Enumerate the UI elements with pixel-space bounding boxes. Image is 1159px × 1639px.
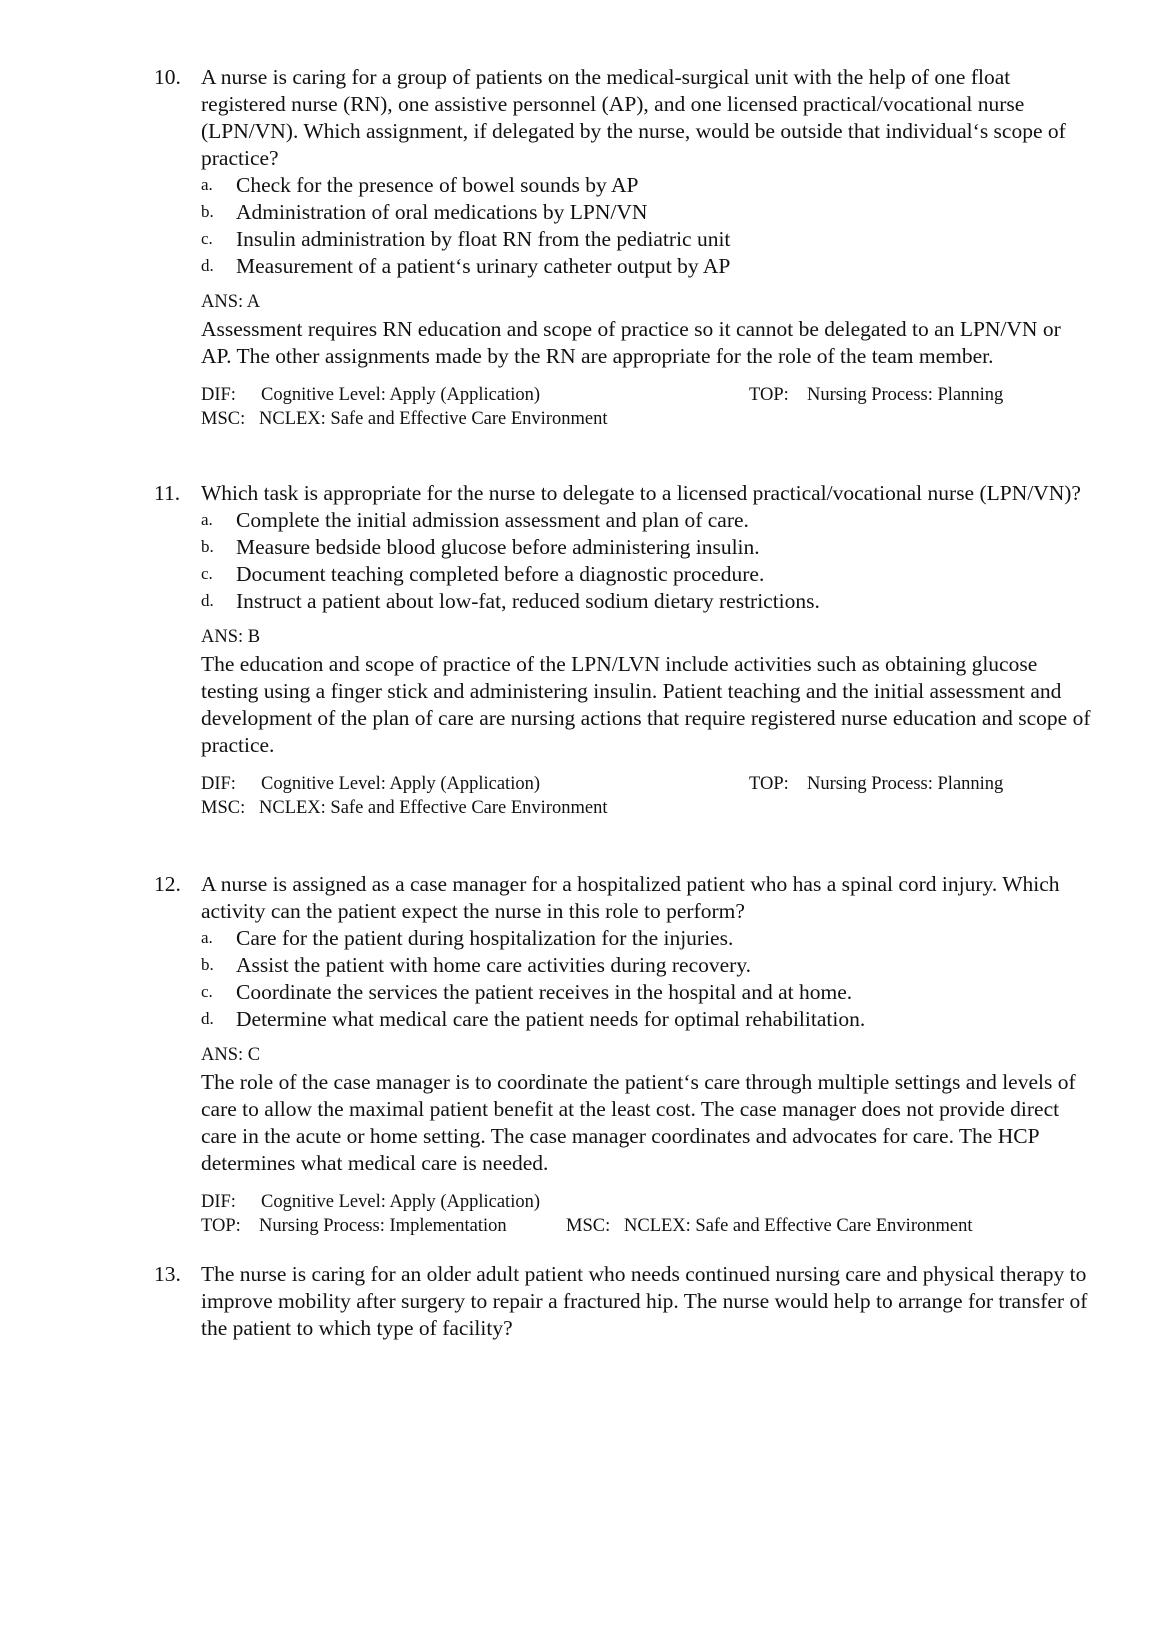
- option-letter: c.: [201, 229, 213, 248]
- top-label: TOP:: [749, 774, 789, 794]
- option-letter: b.: [201, 537, 214, 556]
- option-text: Check for the presence of bowel sounds by AP: [236, 173, 639, 197]
- msc-value: NCLEX: Safe and Effective Care Environment: [259, 409, 608, 429]
- question-text: Which task is appropriate for the nurse to delegate to a licensed practical/vocational nurse (LPN/VN)?: [201, 481, 1081, 505]
- options-list: [154, 925, 1094, 1033]
- option-text: Coordinate the services the patient receives in the hospital and at home.: [236, 980, 853, 1004]
- question-11: [154, 480, 1094, 820]
- option-text: Instruct a patient about low-fat, reduced sodium dietary restrictions.: [236, 589, 820, 613]
- answer-block: [154, 289, 1094, 370]
- question-metadata: [154, 383, 1094, 431]
- msc-value: NCLEX: Safe and Effective Care Environment: [624, 1216, 973, 1236]
- option-c: [201, 561, 1094, 588]
- question-number: 10.: [154, 65, 181, 89]
- answer-block: [154, 1042, 1094, 1177]
- options-list: [154, 507, 1094, 615]
- msc-label: MSC:: [201, 798, 246, 818]
- option-text: Determine what medical care the patient needs for optimal rehabilitation.: [236, 1007, 866, 1031]
- top-label: TOP:: [749, 385, 789, 405]
- option-b: [201, 952, 1094, 979]
- option-letter: c.: [201, 982, 213, 1001]
- dif-label: DIF:: [201, 385, 236, 405]
- metadata-row-2: [201, 407, 1094, 431]
- question-number: 11.: [154, 481, 181, 505]
- dif-value: Cognitive Level: Apply (Application): [261, 774, 540, 794]
- option-text: Measurement of a patient‘s urinary catheter output by AP: [236, 254, 731, 278]
- option-c: [201, 226, 1094, 253]
- top-value: Nursing Process: Planning: [807, 385, 1004, 405]
- answer-key: ANS: B: [201, 627, 261, 647]
- question-number: 12.: [154, 872, 181, 896]
- top-value: Nursing Process: Planning: [807, 774, 1004, 794]
- option-d: [201, 1006, 1094, 1033]
- option-text: Assist the patient with home care activities during recovery.: [236, 953, 752, 977]
- option-letter: b.: [201, 955, 214, 974]
- option-text: Insulin administration by float RN from the pediatric unit: [236, 227, 731, 251]
- msc-label: MSC:: [201, 409, 246, 429]
- answer-rationale: The education and scope of practice of the LPN/LVN include activities such as obtaining glucose testing using a finger stick and administering insulin. Patient teaching and the initial assessment and development of the plan of care are nursing actions that require registered nurse education and scope of practice.: [201, 652, 1091, 757]
- option-text: Administration of oral medications by LPN/VN: [236, 200, 648, 224]
- option-text: Measure bedside blood glucose before administering insulin.: [236, 535, 760, 559]
- question-stem: [154, 480, 1094, 507]
- answer-key: ANS: C: [201, 1045, 261, 1065]
- topic-field: [749, 383, 1003, 407]
- top-label: TOP:: [201, 1216, 241, 1236]
- question-12: [154, 871, 1094, 1238]
- options-list: [154, 172, 1094, 280]
- question-stem: [154, 1261, 1094, 1342]
- option-text: Complete the initial admission assessment and plan of care.: [236, 508, 749, 532]
- msc-label: MSC:: [566, 1216, 611, 1236]
- option-letter: a.: [201, 510, 213, 529]
- option-a: [201, 507, 1094, 534]
- option-letter: a.: [201, 928, 213, 947]
- option-letter: d.: [201, 1009, 214, 1028]
- option-d: [201, 253, 1094, 280]
- option-b: [201, 534, 1094, 561]
- metadata-row-1: [201, 383, 1094, 407]
- answer-rationale: The role of the case manager is to coordinate the patient‘s care through multiple settings and levels of care to allow the maximal patient benefit at the least cost. The case manager does not provide direct care in the acute or home setting. The case manager coordinates and advocates for care. The HCP determines what medical care is needed.: [201, 1070, 1076, 1175]
- question-metadata: [154, 772, 1094, 820]
- msc-field: [566, 1214, 972, 1238]
- option-c: [201, 979, 1094, 1006]
- option-letter: a.: [201, 175, 213, 194]
- answer-block: [154, 624, 1094, 759]
- metadata-row-2: [201, 796, 1094, 820]
- answer-rationale: Assessment requires RN education and scope of practice so it cannot be delegated to an LPN/VN or AP. The other assignments made by the RN are appropriate for the role of the team member.: [201, 317, 1061, 368]
- question-13: [154, 1261, 1094, 1342]
- option-d: [201, 588, 1094, 615]
- metadata-row-1: [201, 1190, 1094, 1214]
- dif-label: DIF:: [201, 774, 236, 794]
- option-b: [201, 199, 1094, 226]
- metadata-row-2: [201, 1214, 1094, 1238]
- answer-key: ANS: A: [201, 292, 261, 312]
- question-text: The nurse is caring for an older adult patient who needs continued nursing care and physical therapy to improve mobility after surgery to repair a fractured hip. The nurse would help to arrange for transfer of the patient to which type of facility?: [201, 1262, 1088, 1340]
- question-stem: [154, 64, 1094, 172]
- question-text: A nurse is assigned as a case manager for a hospitalized patient who has a spinal cord injury. Which activity can the patient expect the nurse in this role to perform?: [201, 872, 1060, 923]
- topic-field: [749, 772, 1003, 796]
- question-text: A nurse is caring for a group of patients on the medical-surgical unit with the help of one float registered nurse (RN), one assistive personnel (AP), and one licensed practical/vocational nurse (LPN/VN). Which assignment, if delegated by the nurse, would be outside that individual‘s scope of practice?: [201, 65, 1066, 170]
- option-text: Document teaching completed before a diagnostic procedure.: [236, 562, 765, 586]
- option-letter: d.: [201, 591, 214, 610]
- option-letter: b.: [201, 202, 214, 221]
- dif-value: Cognitive Level: Apply (Application): [261, 1192, 540, 1212]
- top-value: Nursing Process: Implementation: [259, 1216, 507, 1236]
- question-10: [154, 64, 1094, 431]
- msc-value: NCLEX: Safe and Effective Care Environment: [259, 798, 608, 818]
- option-a: [201, 172, 1094, 199]
- option-text: Care for the patient during hospitalization for the injuries.: [236, 926, 734, 950]
- dif-label: DIF:: [201, 1192, 236, 1212]
- option-a: [201, 925, 1094, 952]
- metadata-row-1: [201, 772, 1094, 796]
- dif-value: Cognitive Level: Apply (Application): [261, 385, 540, 405]
- question-metadata: [154, 1190, 1094, 1238]
- question-stem: [154, 871, 1094, 925]
- option-letter: c.: [201, 564, 213, 583]
- question-number: 13.: [154, 1262, 181, 1286]
- option-letter: d.: [201, 256, 214, 275]
